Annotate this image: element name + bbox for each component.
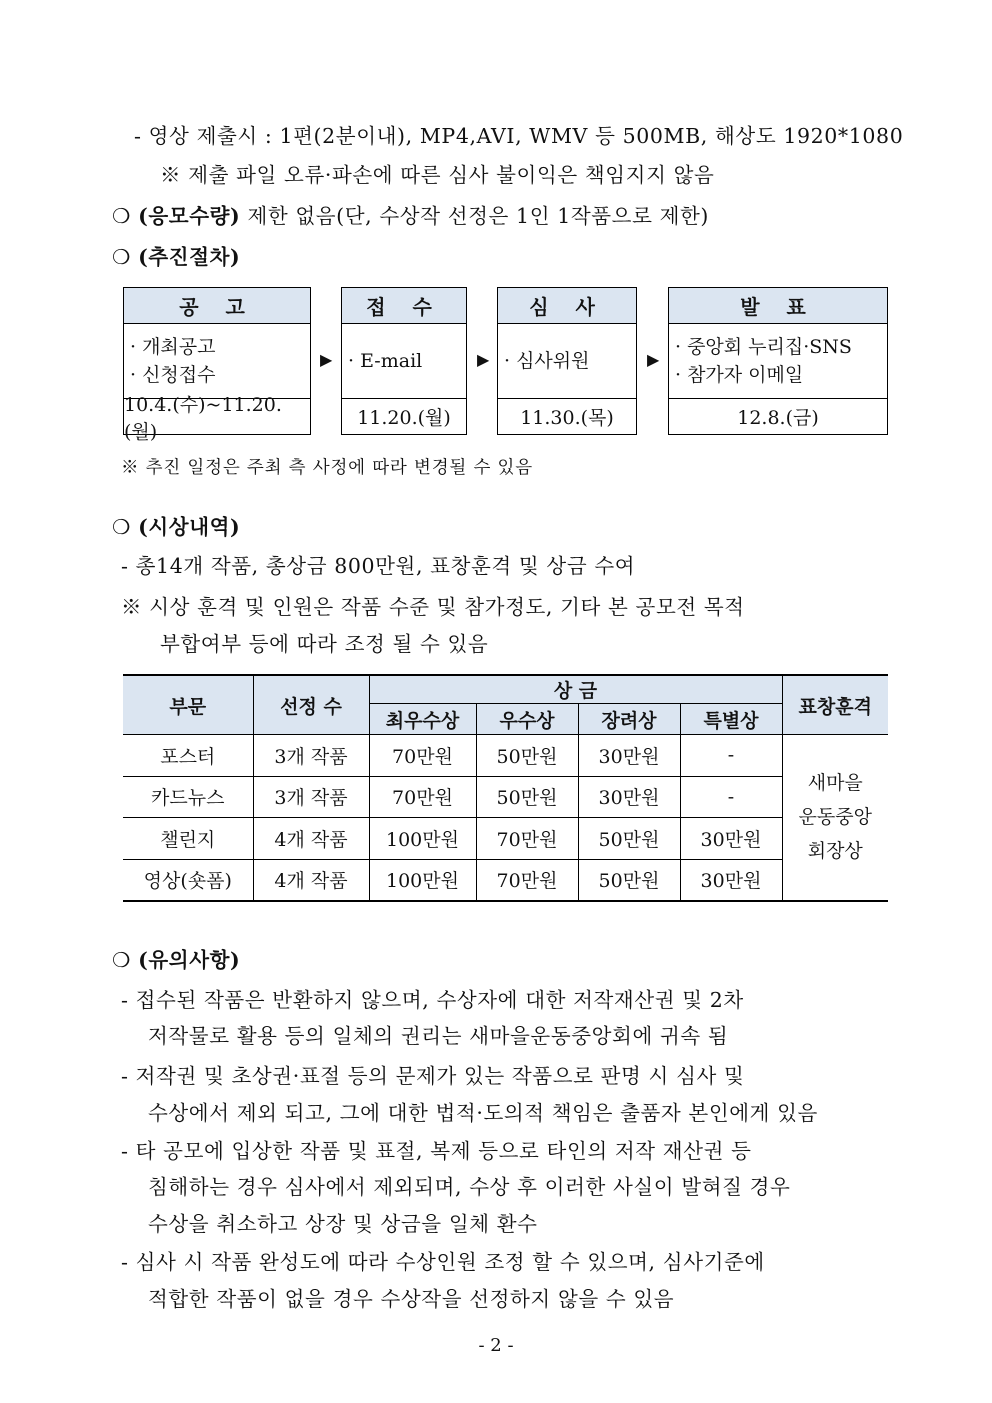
cell-count: 3개 작품 <box>253 735 369 777</box>
cell-category: 챌린지 <box>123 818 253 860</box>
cell-prize: 100만원 <box>369 818 476 860</box>
caution-line: 저작물로 활용 등의 일체의 권리는 새마을운동중앙회에 귀속 됨 <box>148 1024 729 1048</box>
caution-line: 수상에서 제외 되고, 그에 대한 법적·도의적 책임은 출품자 본인에게 있음 <box>148 1101 818 1125</box>
honor-line: 새마을 <box>807 772 863 795</box>
table-row <box>123 776 888 818</box>
awards-note: ※ 시상 훈격 및 인원은 작품 수준 및 참가정도, 기타 본 공모전 목적 <box>121 595 745 619</box>
cell-prize: - <box>680 776 782 818</box>
arrow-right-icon: ▶ <box>320 350 333 369</box>
cell-prize: - <box>680 735 782 777</box>
procedure-heading: (추진절차) <box>138 245 241 269</box>
step-item: · E-mail <box>348 350 423 372</box>
step-date: 11.20.(월) <box>357 407 451 429</box>
cell-prize: 30만원 <box>578 735 680 777</box>
cell-prize: 30만원 <box>578 776 680 818</box>
step-item: · 중앙회 누리집·SNS <box>675 336 852 358</box>
circle-bullet-icon: ❍ <box>112 204 131 228</box>
caution-line: 침해하는 경우 심사에서 제외되며, 수상 후 이러한 사실이 발혀질 경우 <box>148 1175 791 1199</box>
step-title: 발 표 <box>669 288 887 324</box>
step-item: · 신청접수 <box>130 364 216 386</box>
quantity-section <box>112 199 709 229</box>
caution-line: - 타 공모에 입상한 작품 및 표절, 복제 등으로 타인의 저작 재산권 등 <box>121 1139 752 1163</box>
cell-category: 영상(숏폼) <box>123 859 253 901</box>
step-box-receive <box>341 287 467 435</box>
arrow-right-icon: ▶ <box>477 350 490 369</box>
cell-prize: 100만원 <box>369 859 476 901</box>
header-prize-grand: 최우수상 <box>369 704 476 735</box>
header-prize-encouragement: 장려상 <box>578 704 680 735</box>
honor-line: 운동중앙 <box>798 806 872 829</box>
cell-prize: 30만원 <box>680 818 782 860</box>
step-item: · 참가자 이메일 <box>675 364 804 386</box>
video-submission-line: - 영상 제출시 : 1편(2분이내), MP4,AVI, WMV 등 500MB, 해상도 1920*1080 <box>134 124 904 148</box>
header-honor: 표창훈격 <box>782 675 888 735</box>
step-box-review <box>497 287 637 435</box>
quantity-heading: (응모수량) <box>138 204 241 228</box>
cell-prize: 30만원 <box>680 859 782 901</box>
caution-line: 수상을 취소하고 상장 및 상금을 일체 환수 <box>148 1212 538 1236</box>
header-prize: 상 금 <box>369 675 782 704</box>
step-item: · 심사위원 <box>504 350 590 372</box>
cell-prize: 70만원 <box>476 818 578 860</box>
video-submission-note: ※ 제출 파일 오류·파손에 따른 심사 불이익은 책임지지 않음 <box>160 163 715 187</box>
honor-line: 회장상 <box>807 840 863 863</box>
awards-heading: (시상내역) <box>138 515 241 539</box>
header-prize-excellence: 우수상 <box>476 704 578 735</box>
cell-prize: 50만원 <box>476 776 578 818</box>
table-row <box>123 735 888 777</box>
cell-count: 4개 작품 <box>253 818 369 860</box>
step-date: 11.30.(목) <box>520 407 614 429</box>
procedure-note: ※ 추진 일정은 주최 측 사정에 따라 변경될 수 있음 <box>121 458 533 478</box>
circle-bullet-icon: ❍ <box>112 948 131 972</box>
cell-prize: 50만원 <box>578 818 680 860</box>
cautions-section <box>112 943 240 973</box>
cell-prize: 50만원 <box>476 735 578 777</box>
cell-prize: 50만원 <box>578 859 680 901</box>
cell-category: 포스터 <box>123 735 253 777</box>
step-item: · 개최공고 <box>130 336 216 358</box>
cell-count: 3개 작품 <box>253 776 369 818</box>
step-date: 12.8.(금) <box>737 407 819 429</box>
step-title: 심 사 <box>498 288 636 324</box>
awards-section <box>112 510 240 540</box>
caution-line: - 저작권 및 초상권·표절 등의 문제가 있는 작품으로 판명 시 심사 및 <box>121 1064 745 1088</box>
cell-prize: 70만원 <box>369 776 476 818</box>
step-box-announce-result <box>668 287 888 435</box>
header-category: 부문 <box>123 675 253 735</box>
awards-note-cont: 부합여부 등에 따라 조정 될 수 있음 <box>160 632 489 656</box>
circle-bullet-icon: ❍ <box>112 245 131 269</box>
table-row <box>123 818 888 860</box>
cell-honor <box>782 735 888 901</box>
cell-prize: 70만원 <box>369 735 476 777</box>
cell-category: 카드뉴스 <box>123 776 253 818</box>
header-count: 선정 수 <box>253 675 369 735</box>
page-number: - 2 - <box>478 1335 514 1356</box>
award-table <box>123 674 888 902</box>
cell-prize: 70만원 <box>476 859 578 901</box>
arrow-right-icon: ▶ <box>647 350 660 369</box>
step-title: 접 수 <box>342 288 466 324</box>
step-date: 10.4.(수)~11.20.(월) <box>124 393 282 443</box>
caution-line: 적합한 작품이 없을 경우 수상작을 선정하지 않을 수 있음 <box>148 1287 675 1311</box>
table-row <box>123 859 888 901</box>
cell-count: 4개 작품 <box>253 859 369 901</box>
cautions-heading: (유의사항) <box>138 948 241 972</box>
header-prize-special: 특별상 <box>680 704 782 735</box>
awards-line: - 총14개 작품, 총상금 800만원, 표창훈격 및 상금 수여 <box>121 554 636 578</box>
procedure-section <box>112 240 240 270</box>
caution-line: - 접수된 작품은 반환하지 않으며, 수상자에 대한 저작재산권 및 2차 <box>121 988 744 1012</box>
step-title: 공 고 <box>124 288 310 324</box>
circle-bullet-icon: ❍ <box>112 515 131 539</box>
caution-line: - 심사 시 작품 완성도에 따라 수상인원 조정 할 수 있으며, 심사기준에 <box>121 1250 765 1274</box>
quantity-text: 제한 없음(단, 수상작 선정은 1인 1작품으로 제한) <box>240 204 709 228</box>
step-box-announce <box>123 287 311 443</box>
